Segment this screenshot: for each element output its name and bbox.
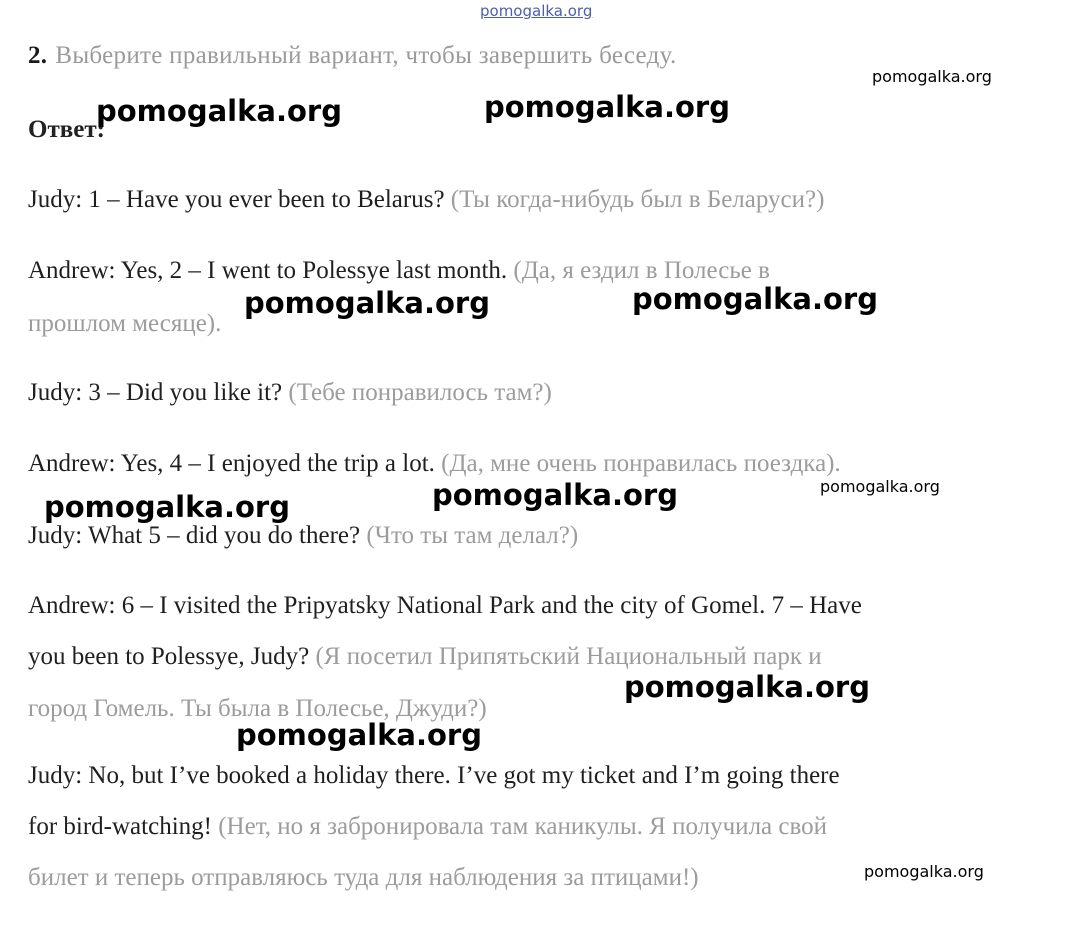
dialogue-line-4 <box>28 379 552 407</box>
watermark: pomogalka.org <box>624 670 870 704</box>
line-russian: прошлом месяце). <box>28 310 222 337</box>
dialogue-line-6 <box>28 522 578 550</box>
line-english: Judy: No, but I’ve booked a holiday there. I’ve got my ticket and I’m going there <box>28 762 840 789</box>
watermark: pomogalka.org <box>44 490 290 524</box>
line-english: Andrew: Yes, 4 – I enjoyed the trip a lot. <box>28 450 435 477</box>
line-russian: (Тебе понравилось там?) <box>288 379 552 406</box>
line-russian: (Да, я ездил в Полесье в <box>513 257 770 284</box>
watermark-link-top[interactable]: pomogalka.org <box>480 2 593 20</box>
watermark: pomogalka.org <box>96 94 342 128</box>
dialogue-line-12 <box>28 864 699 892</box>
task-instruction: Выберите правильный вариант, чтобы завершить беседу. <box>55 42 677 69</box>
dialogue-line-8 <box>28 643 822 671</box>
watermark: pomogalka.org <box>872 67 992 86</box>
line-english: Judy: 3 – Did you like it? <box>28 379 283 406</box>
dialogue-line-1 <box>28 186 824 214</box>
line-russian: билет и теперь отправляюсь туда для наблюдения за птицами!) <box>28 864 699 891</box>
answer-label: Ответ: <box>28 116 105 143</box>
line-english: Judy: 1 – Have you ever been to Belarus? <box>28 186 445 213</box>
watermark: pomogalka.org <box>484 90 730 124</box>
line-english: Andrew: 6 – I visited the Pripyatsky National Park and the city of Gomel. 7 – Have <box>28 592 862 619</box>
line-english: for bird-watching! <box>28 813 212 840</box>
line-russian: (Да, мне очень понравилась поездка). <box>441 450 841 477</box>
line-russian: (Я посетил Припятьский Национальный парк и <box>315 643 822 670</box>
line-english: you been to Polessye, Judy? <box>28 643 310 670</box>
dialogue-line-11 <box>28 813 827 841</box>
task-number: 2. <box>28 42 48 69</box>
task-heading <box>28 42 677 70</box>
watermark: pomogalka.org <box>820 477 940 496</box>
watermark: pomogalka.org <box>432 478 678 512</box>
watermark: pomogalka.org <box>864 862 984 881</box>
line-english: Andrew: Yes, 2 – I went to Polessye last month. <box>28 257 508 284</box>
dialogue-line-10 <box>28 762 840 790</box>
line-russian: город Гомель. Ты была в Полесье, Джуди?) <box>28 695 487 722</box>
watermark: pomogalka.org <box>244 286 490 320</box>
dialogue-line-3 <box>28 310 221 338</box>
dialogue-line-7 <box>28 592 862 620</box>
line-russian: (Что ты там делал?) <box>366 522 579 549</box>
watermark: pomogalka.org <box>236 718 482 752</box>
line-russian: (Нет, но я забронировала там каникулы. Я получила свой <box>218 813 827 840</box>
line-english: Judy: What 5 – did you do there? <box>28 522 361 549</box>
dialogue-line-2 <box>28 257 770 285</box>
dialogue-line-5 <box>28 450 841 478</box>
line-russian: (Ты когда-нибудь был в Беларуси?) <box>450 186 825 213</box>
watermark: pomogalka.org <box>632 282 878 316</box>
